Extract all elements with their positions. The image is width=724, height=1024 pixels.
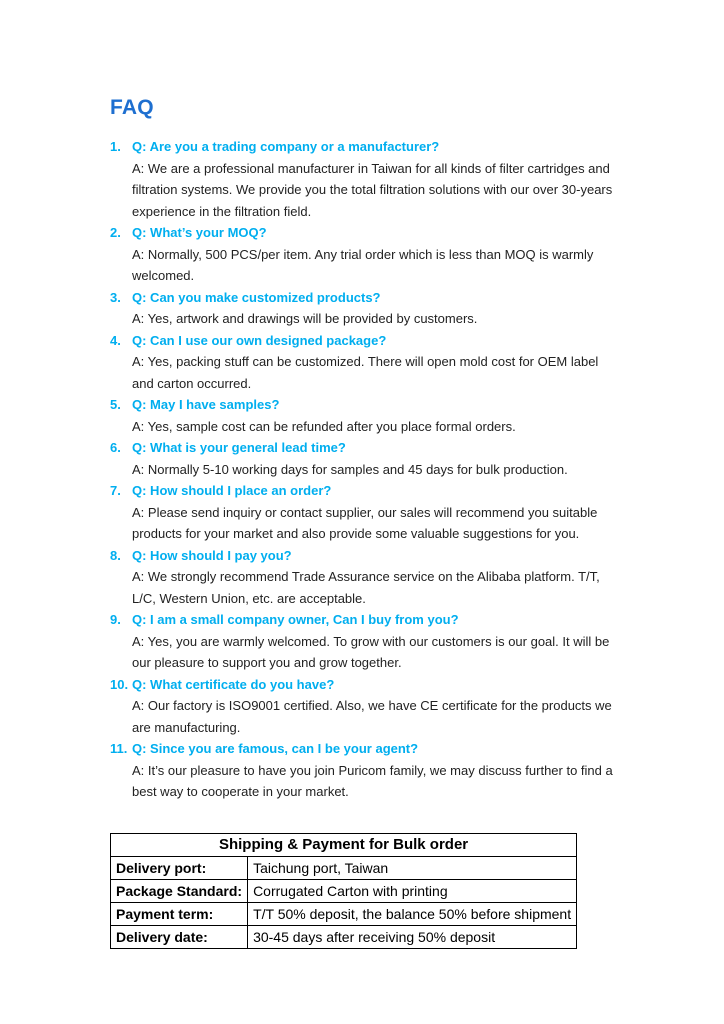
faq-answer: A: Normally 5-10 working days for samples and 45 days for bulk production.	[132, 461, 568, 477]
faq-answer: A: We are a professional manufacturer in Taiwan for all kinds of filter cartridges and filtration systems. We provide you the total filtration solutions with our over 30-years experience in the filtration field.	[132, 160, 613, 219]
faq-question: Q: Can I use our own designed package?	[132, 332, 387, 348]
faq-question: Q: Are you a trading company or a manufacturer?	[132, 139, 440, 154]
faq-item-number: 3.	[110, 289, 121, 305]
faq-item-3	[110, 287, 618, 330]
faq-item-number: 8.	[110, 547, 121, 563]
faq-answer: A: Our factory is ISO9001 certified. Also, we have CE certificate for the products we are manufacturing.	[132, 698, 612, 735]
faq-question: Q: Can you make customized products?	[132, 289, 381, 305]
faq-answer: A: Yes, packing stuff can be customized. There will open mold cost for OEM label and carton occurred.	[132, 354, 599, 391]
faq-item-number: 6.	[110, 440, 121, 455]
table-row-label: Package Standard:	[111, 879, 248, 902]
faq-item-number: 9.	[110, 612, 121, 627]
faq-item-number: 10.	[110, 676, 129, 692]
faq-answer: A: It’s our pleasure to have you join Puricom family, we may discuss further to find a best way to cooperate in your market.	[132, 762, 613, 799]
table-header-row	[111, 833, 577, 856]
faq-item-8	[110, 545, 618, 610]
faq-question: Q: What’s your MOQ?	[132, 225, 267, 240]
faq-item-1	[110, 136, 618, 222]
faq-item-number: 11.	[110, 741, 128, 756]
shipping-payment-table	[110, 833, 577, 949]
faq-item-number: 5.	[110, 397, 121, 412]
faq-item-11	[110, 738, 618, 803]
table-row-value: T/T 50% deposit, the balance 50% before shipment	[248, 902, 577, 925]
table-row-delivery-port	[111, 856, 577, 879]
faq-question: Q: What is your general lead time?	[132, 440, 346, 455]
faq-question: Q: What certificate do you have?	[132, 676, 335, 692]
faq-item-number: 1.	[110, 139, 121, 154]
faq-question: Q: How should I pay you?	[132, 547, 292, 563]
faq-list	[110, 136, 618, 803]
table-row-value: 30-45 days after receiving 50% deposit	[248, 925, 577, 948]
faq-answer: A: We strongly recommend Trade Assurance service on the Alibaba platform. T/T, L/C, Western Union, etc. are acceptable.	[132, 569, 600, 606]
faq-item-7	[110, 480, 618, 545]
faq-answer: A: Yes, sample cost can be refunded after you place formal orders.	[132, 418, 516, 434]
table-row-package-standard	[111, 879, 577, 902]
table-row-value: Corrugated Carton with printing	[248, 879, 577, 902]
faq-question: Q: I am a small company owner, Can I buy from you?	[132, 612, 459, 627]
faq-item-4	[110, 330, 618, 395]
faq-question: Q: May I have samples?	[132, 397, 280, 412]
faq-item-9	[110, 609, 618, 674]
faq-item-10	[110, 674, 618, 739]
faq-answer: A: Normally, 500 PCS/per item. Any trial order which is less than MOQ is warmly welcomed.	[132, 246, 594, 283]
table-row-label: Payment term:	[111, 902, 248, 925]
table-row-payment-term	[111, 902, 577, 925]
table-title: Shipping & Payment for Bulk order	[111, 833, 577, 856]
table-row-label: Delivery date:	[111, 925, 248, 948]
faq-item-number: 2.	[110, 225, 121, 240]
page-title: FAQ	[110, 96, 154, 119]
table-row-delivery-date	[111, 925, 577, 948]
faq-answer: A: Yes, artwork and drawings will be provided by customers.	[132, 311, 478, 326]
faq-question: Q: How should I place an order?	[132, 483, 332, 498]
faq-item-number: 4.	[110, 332, 121, 348]
faq-item-2	[110, 222, 618, 287]
faq-item-number: 7.	[110, 483, 121, 498]
faq-question: Q: Since you are famous, can I be your agent?	[132, 741, 419, 756]
faq-answer: A: Yes, you are warmly welcomed. To grow with our customers is our goal. It will be our pleasure to support you and grow together.	[132, 633, 610, 670]
faq-item-5	[110, 394, 618, 437]
faq-answer: A: Please send inquiry or contact supplier, our sales will recommend you suitable products for your market and also provide some valuable suggestions for you.	[132, 504, 598, 541]
faq-item-6	[110, 437, 618, 480]
table-row-label: Delivery port:	[111, 856, 248, 879]
table-row-value: Taichung port, Taiwan	[248, 856, 577, 879]
